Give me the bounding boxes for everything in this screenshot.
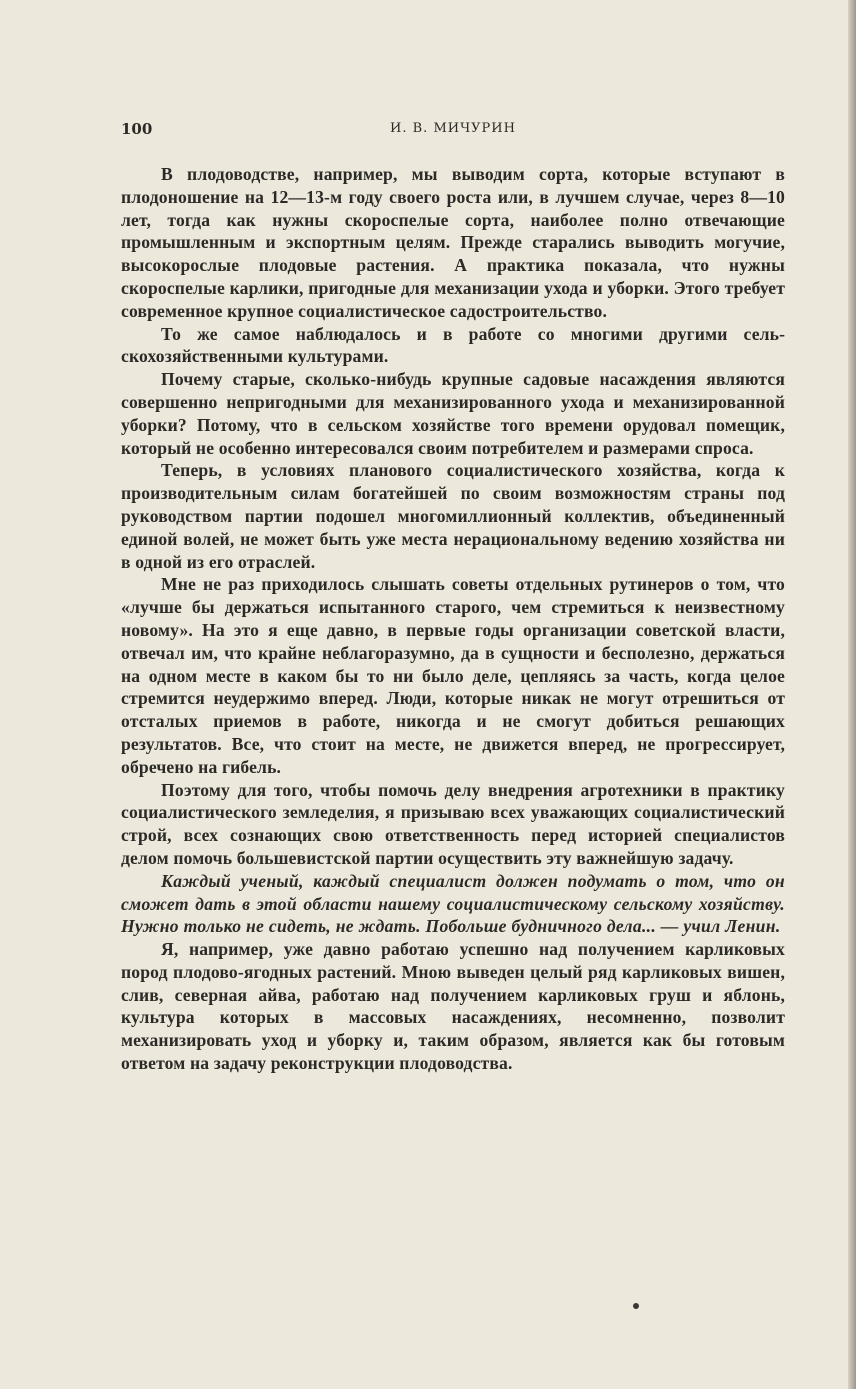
- paragraph-8: Я, например, уже давно работаю успешно над получением карликовых пород плодово-ягодных растений. Мною выведен целый ряд карликовых вишен, слив, северная айва, работаю над получением карликовых груш и яблонь, культура которых в массовых насаждениях, несомненно, позволит механизировать уход и уборку и, таким образом, является как бы готовым ответом на задачу реконструкции плодоводства.: [121, 939, 785, 1074]
- body-text: [121, 163, 785, 1075]
- page-number: 100: [121, 120, 153, 138]
- paragraph-7-quote: Каждый ученый, каждый специалист должен подумать о том, что он сможет дать в этой области нашему социалистическому сельскому хозяйству. Нужно только не сидеть, не ждать. Побольше будничного дела... — учил Ленин.: [121, 870, 785, 937]
- paragraph-6: Поэтому для того, чтобы помочь делу внедрения агротехники в практику социалистического земледелия, я призываю всех уважающих социалистический строй, всех сознающих свою ответственность перед историей специалистов делом помочь большевистской партии осуществить эту важнейшую задачу.: [121, 779, 785, 868]
- paragraph-5: Мне не раз приходилось слышать советы отдельных рутинеров о том, что «лучше бы держаться испытанного старого, чем стремиться к неизвестному новому». На это я еще давно, в первые годы организации советской власти, отвечал им, что крайне неблагоразумно, да в сущности и бесполезно, держаться на одном месте в каком бы то ни было деле, цепляясь за часть, когда целое стремится неудержимо вперед. Люди, которые никак не могут отрешиться от отсталых приемов в работе, никогда и не смогут добиться решающих результатов. Все, что стоит на месте, не движется вперед, не прогрессирует, обречено на гибель.: [121, 574, 785, 777]
- ink-speck: [633, 1303, 639, 1309]
- page-header: [121, 120, 785, 140]
- running-head: И. В. МИЧУРИН: [390, 121, 516, 136]
- paragraph-3: Почему старые, сколько-нибудь крупные садовые насаждения являются совершенно непригодными для механизированного ухода и механизированной уборки? Потому, что в сельском хозяйстве того времени орудовал помещик, который не особенно интересовался своим потребителем и размерами спроса.: [121, 369, 785, 458]
- paragraph-2: То же самое наблюдалось и в работе со многими другими сельскохозяйственными культурами.: [121, 323, 785, 367]
- paragraph-4: Теперь, в условиях планового социалистического хозяйства, когда к производительным силам богатейшей по своим возможностям страны под руководством партии подошел многомиллионный коллектив, объединенный единой волей, не может быть уже места нерациональному ведению хозяйства ни в одной из его отраслей.: [121, 460, 785, 572]
- page-edge-shadow: [848, 0, 856, 1389]
- paragraph-1: В плодоводстве, например, мы выводим сорта, которые вступают в плодоношение на 12—13-м году своего роста или, в лучшем случае, через 8—10 лет, тогда как нужны скороспелые сорта, наиболее полно отвечающие промышленным и экспортным целям. Прежде старались выводить могучие, высокорослые плодовые растения. А практика показала, что нужны скороспелые карлики, пригодные для механизации ухода и уборки. Этого требует современное крупное социалистическое садостроительство.: [121, 164, 785, 321]
